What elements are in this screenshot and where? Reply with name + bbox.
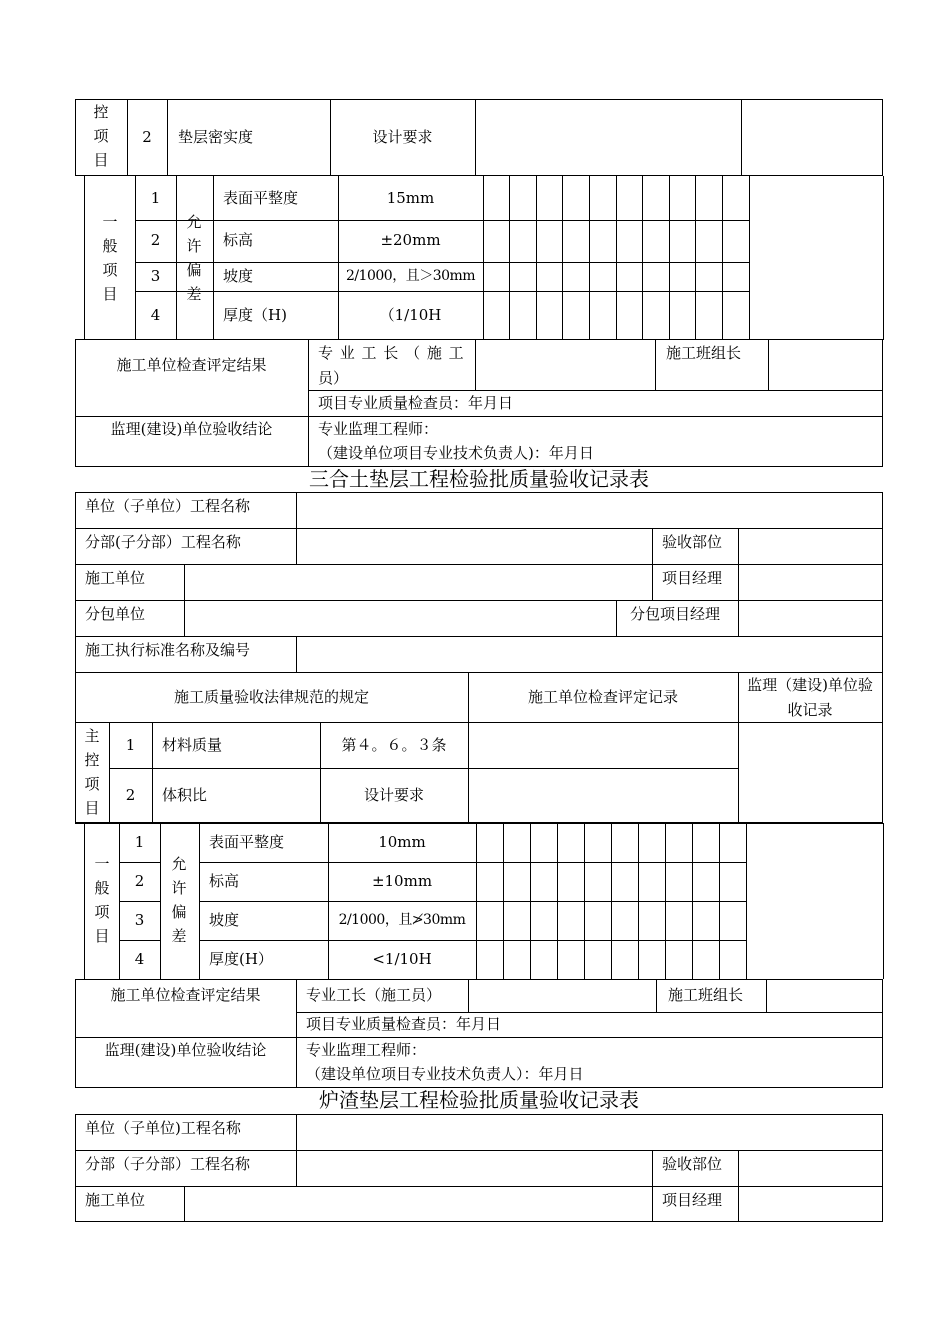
item-name: 坡度: [209, 911, 240, 929]
sub-project-label: 分部（子分部）工程名称: [85, 1155, 251, 1173]
contractor-result-label: 施工单位检查评定结果: [110, 986, 261, 1004]
acceptance-part-label: 验收部位: [662, 1155, 723, 1173]
project-manager-label: 项目经理: [662, 1191, 723, 1209]
item-name: 厚度（H): [223, 306, 287, 324]
row-number: 2: [125, 786, 136, 804]
sub-project-label: 分部(子分部）工程名称: [85, 533, 241, 551]
supervisor-label: 专业监理工程师：: [318, 420, 439, 438]
item-requirement: ±10mm: [371, 872, 433, 890]
foreman-label: 专 业 工 长 （ 施 工 员）: [318, 344, 464, 387]
main-control-label: 控项目: [93, 103, 109, 169]
row-number: 1: [134, 833, 145, 851]
check-column-header: 施工单位检查评定记录: [527, 688, 678, 706]
item-name: 表面平整度: [223, 189, 299, 207]
standard-label: 施工执行标准名称及编号: [85, 641, 251, 659]
supervisor-label: 专业监理工程师：: [306, 1041, 427, 1059]
section3-title: 炉渣垫层工程检验批质量验收记录表: [319, 1088, 639, 1112]
item-name: 坡度: [223, 267, 254, 285]
tech-lead-label: （建设单位项目专业技术负责人）：年月日: [306, 1065, 584, 1083]
row-number: 3: [134, 911, 145, 929]
supervision-column-header: 监理（建设)单位验收记录: [747, 676, 873, 719]
team-leader-label: 施工班组长: [666, 344, 742, 362]
item-requirement: ±20mm: [380, 231, 441, 249]
item-name: 垫层密实度: [178, 128, 254, 146]
item-name: 厚度(H）: [209, 950, 273, 968]
item-requirement: 设计要求: [372, 128, 433, 146]
project-manager-label: 项目经理: [662, 569, 723, 587]
item-requirement: <1/10H: [372, 950, 432, 968]
item-requirement: （1/10H: [379, 306, 442, 324]
quality-inspector-label: 项目专业质量检查员：年月日: [318, 394, 514, 412]
item-requirement: 10mm: [378, 833, 426, 851]
row-number: 1: [125, 736, 136, 754]
row-number: 2: [142, 128, 152, 146]
item-name: 标高: [209, 872, 240, 890]
item-requirement: 2/1000，且≯30mm: [338, 912, 466, 928]
acceptance-part-label: 验收部位: [662, 533, 723, 551]
row-number: 2: [150, 231, 161, 249]
row-number: 2: [134, 872, 145, 890]
allowed-deviation-label: 允许偏差: [171, 855, 187, 945]
project-name-label: 单位（子单位)工程名称: [85, 1119, 241, 1137]
tech-lead-label: （建设单位项目专业技术负责人)：年月日: [318, 444, 594, 462]
contractor-label: 施工单位: [85, 1191, 146, 1209]
row-number: 4: [134, 950, 145, 968]
contractor-result-label: 施工单位检查评定结果: [116, 356, 267, 374]
row-number: 4: [150, 306, 161, 324]
team-leader-label: 施工班组长: [668, 986, 744, 1004]
contractor-label: 施工单位: [85, 569, 146, 587]
quality-inspector-label: 项目专业质量检查员：年月日: [306, 1015, 502, 1033]
item-name: 体积比: [162, 786, 208, 804]
item-name: 标高: [223, 231, 254, 249]
subcontractor-label: 分包单位: [85, 605, 146, 623]
supervision-conclusion-label: 监理(建设)单位验收结论: [110, 420, 273, 438]
item-requirement: 2/1000，且＞30mm: [345, 268, 476, 284]
project-name-label: 单位（子单位）工程名称: [85, 497, 251, 515]
row-number: 3: [150, 267, 161, 285]
item-name: 材料质量: [162, 736, 223, 754]
main-control-label: 主控项目: [84, 727, 100, 817]
row-number: 1: [150, 189, 161, 207]
foreman-label: 专业工长（施工员）: [306, 986, 442, 1004]
item-requirement: 设计要求: [363, 786, 424, 804]
general-items-label: 一般项目: [102, 213, 118, 303]
item-name: 表面平整度: [209, 833, 285, 851]
item-requirement: 15mm: [386, 189, 435, 207]
allowed-deviation-label: 允许偏差: [186, 213, 202, 303]
general-items-label: 一般项目: [94, 855, 110, 945]
spec-column-header: 施工质量验收法律规范的规定: [173, 688, 369, 706]
sub-project-manager-label: 分包项目经理: [630, 605, 721, 623]
item-requirement: 第４。６。３条: [341, 736, 447, 754]
section2-title: 三合土垫层工程检验批质量验收记录表: [309, 467, 649, 491]
supervision-conclusion-label: 监理(建设)单位验收结论: [104, 1041, 267, 1059]
